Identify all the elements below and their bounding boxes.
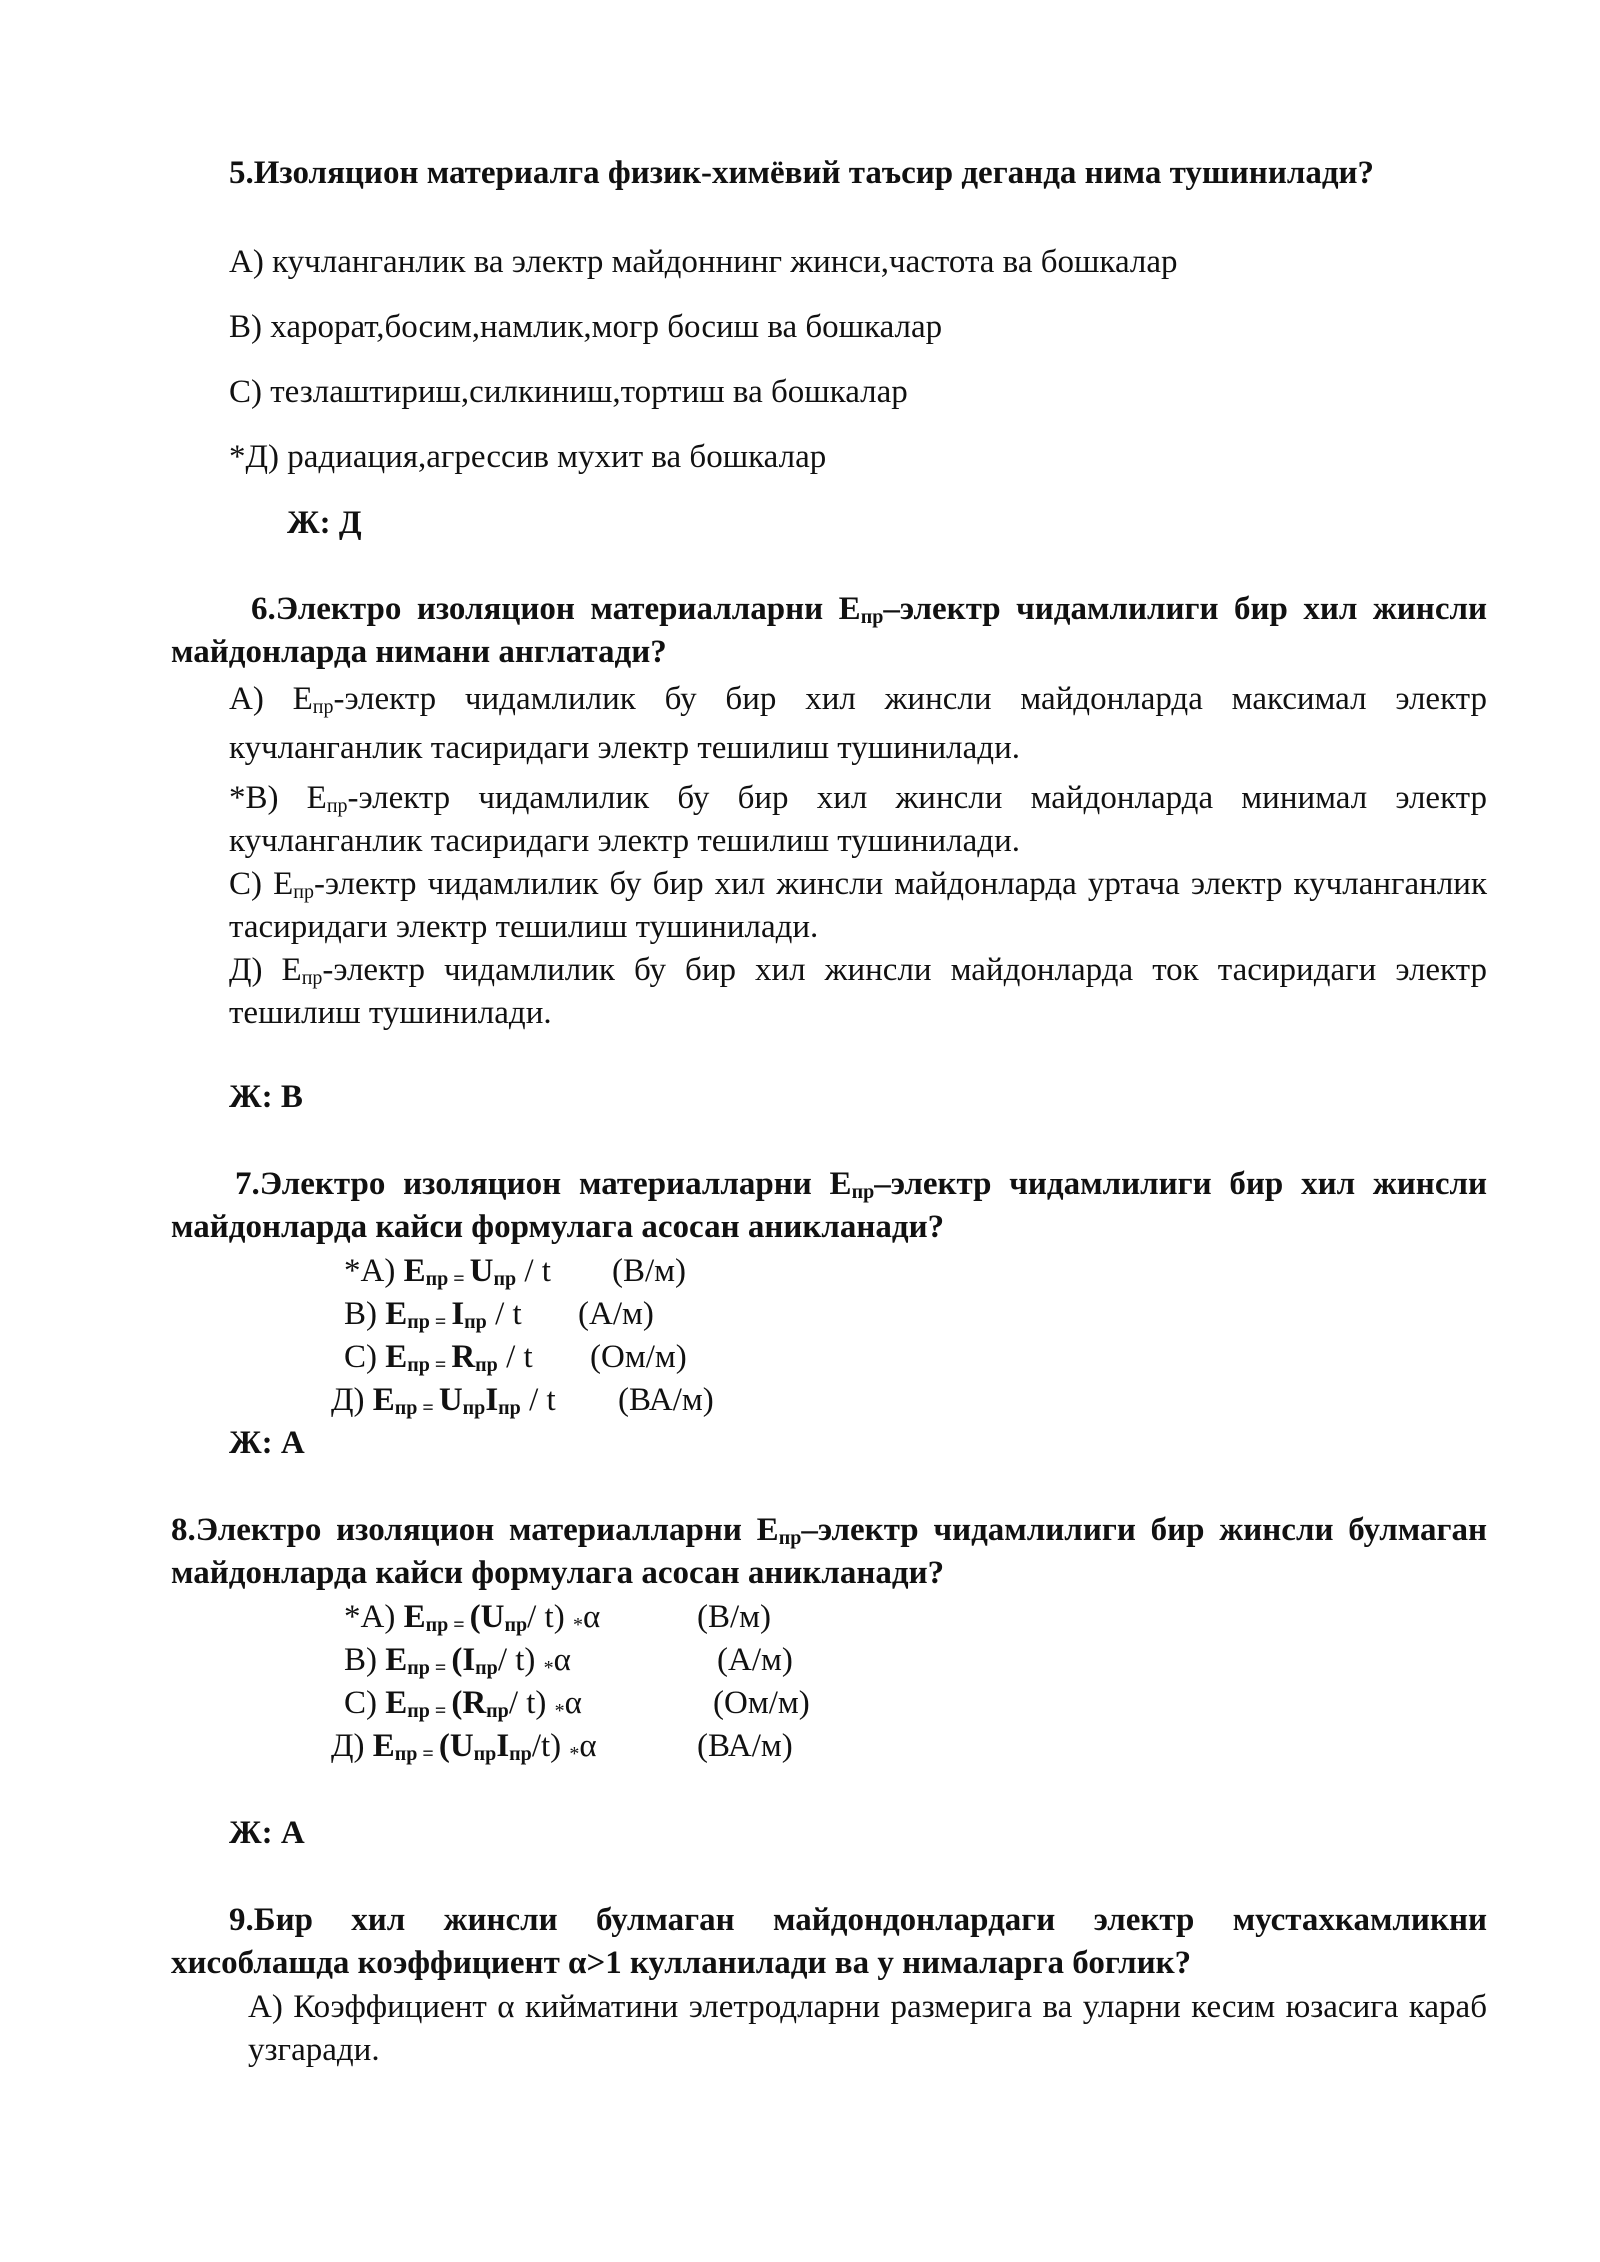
- question-8-option-c: С) Eпр = (Rпр/ t) $_*$α: [344, 1685, 582, 1722]
- question-7-unit-a: (В/м): [612, 1253, 687, 1289]
- question-8-title: 8.Электро изоляцион материалларни $E_{пр}$–электр чидамлилиги бир жинсли булмаган майдонларда кайси формулага асосан аникланади?: [171, 1512, 1487, 1591]
- question-6-option-b: *В) $E_{пр}$-электр чидамлилик бу бир хил жинсли майдонларда минимал электр кучланганлик тасиридаги электр тешилиш тушинилади.: [229, 780, 1487, 859]
- question-6-option-c: С) $E_{пр}$-электр чидамлилик бу бир хил жинсли майдонларда уртача электр кучланганлик тасиридаги электр тешилиш тушинилади.: [229, 866, 1487, 945]
- question-5-option-a: А) кучланганлик ва электр майдоннинг жинси,частота ва бошкалар: [229, 244, 1178, 280]
- question-8-unit-b: (А/м): [717, 1642, 793, 1678]
- question-8-option-b: В) Eпр = (Iпр/ t) $_*$α: [344, 1642, 571, 1679]
- question-5-option-c: С) тезлаштириш,силкиниш,тортиш ва бошкалар: [229, 374, 908, 410]
- question-6-answer: Ж: В: [229, 1079, 303, 1115]
- question-9-title: 9.Бир хил жинсли булмаган майдондонлардаги электр мустахкамликни хисоблашда коэффициент α>1 кулланилади ва у нималарга боглик?: [171, 1902, 1487, 1981]
- question-7-option-d: Д) Eпр = UпрIпр / t: [331, 1382, 556, 1419]
- question-8-option-a: *А) Eпр = (Uпр/ t) $_*$α: [344, 1599, 601, 1636]
- question-5-option-b: В) харорат,босим,намлик,могр босиш ва бошкалар: [229, 309, 943, 345]
- question-7-title: 7.Электро изоляцион материалларни $E_{пр}$–электр чидамлилиги бир хил жинсли майдонларда кайси формулага асосан аникланади?: [171, 1166, 1487, 1245]
- question-9-option-a: А) Коэффициент α кийматини элетродларни размерига ва уларни кесим юзасига караб узгаради.: [248, 1989, 1487, 2068]
- question-6-title: 6.Электро изоляцион материалларни $E_{пр}$–электр чидамлилиги бир хил жинсли майдонларда нимани англатади?: [171, 591, 1487, 670]
- question-6-option-d: Д) $E_{пр}$-электр чидамлилик бу бир хил жинсли майдонларда ток тасиридаги электр тешилиш тушинилади.: [229, 952, 1487, 1031]
- question-5-title: 5.Изоляцион материалга физик-химёвий таъсир деганда нима тушинилади?: [229, 155, 1375, 191]
- question-7-option-a: *А) Eпр = Uпр / t: [344, 1253, 551, 1290]
- question-5-option-d: *Д) радиация,агрессив мухит ва бошкалар: [229, 439, 827, 475]
- question-8-unit-d: (ВА/м): [697, 1728, 793, 1764]
- question-7-unit-b: (А/м): [578, 1296, 654, 1332]
- question-8-unit-a: (В/м): [697, 1599, 772, 1635]
- question-6-option-a: А) $E_{пр}$-электр чидамлилик бу бир хил жинсли майдонларда максимал электр кучланганлик тасиридаги электр тешилиш тушинилади.: [229, 681, 1487, 766]
- question-7-answer: Ж: А: [229, 1425, 305, 1461]
- question-8-unit-c: (Ом/м): [713, 1685, 810, 1721]
- question-8-option-d: Д) Eпр = (UпрIпр/t) $_*$α: [331, 1728, 597, 1765]
- question-7-option-c: С) Eпр = Rпр / t: [344, 1339, 533, 1376]
- question-7-unit-d: (ВА/м): [618, 1382, 714, 1418]
- question-5-answer: Ж: Д: [287, 505, 362, 541]
- question-8-answer: Ж: А: [229, 1815, 305, 1851]
- question-7-option-b: В) Eпр = Iпр / t: [344, 1296, 522, 1333]
- question-7-unit-c: (Ом/м): [590, 1339, 687, 1375]
